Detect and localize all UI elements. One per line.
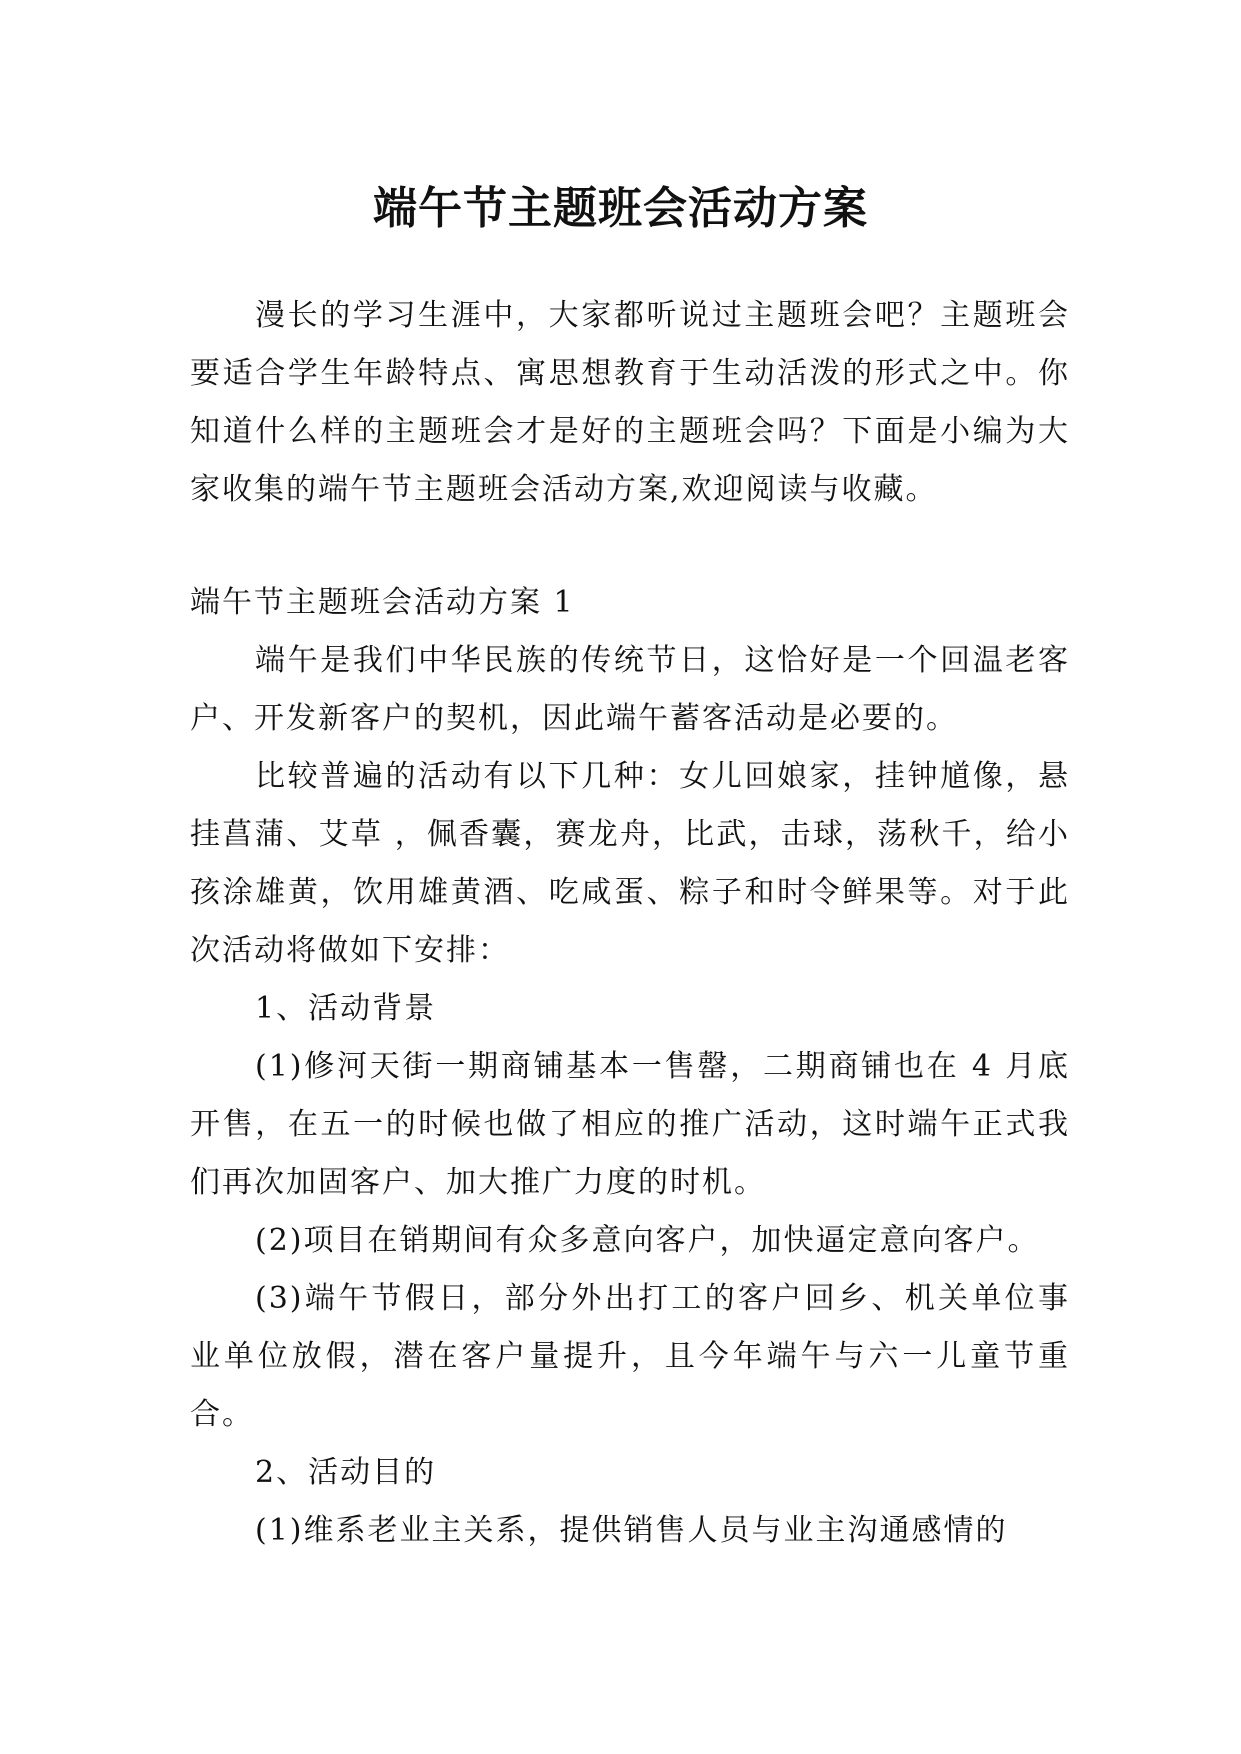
body-paragraph: (1)修河天街一期商铺基本一售罄，二期商铺也在 4 月底开售，在五一的时候也做了相应的推广活动，这时端午正式我们再次加固客户、加大推广力度的时机。 [190,1049,1070,1200]
body-paragraph: (1)维系老业主关系，提供销售人员与业主沟通感情的 [255,1513,1008,1548]
intro-block [190,287,1070,519]
body-paragraph: (3)端午节假日，部分外出打工的客户回乡、机关单位事业单位放假，潜在客户量提升，且今年端午与六一儿童节重合。 [190,1281,1070,1432]
section-heading: 端午节主题班会活动方案 1 [190,585,575,620]
document-title: 端午节主题班会活动方案 [373,183,868,235]
body-paragraph: (2)项目在销期间有众多意向客户，加快逼定意向客户。 [255,1223,1040,1258]
body-paragraph: 端午是我们中华民族的传统节日，这恰好是一个回温老客户、开发新客户的契机，因此端午蓄客活动是必要的。 [190,643,1070,736]
body-paragraph: 比较普遍的活动有以下几种：女儿回娘家，挂钟馗像，悬挂菖蒲、艾草 ，佩香囊，赛龙舟，比武，击球，荡秋千，给小孩涂雄黄，饮用雄黄酒、吃咸蛋、粽子和时令鲜果等。对于此次活动将做如下安排： [190,759,1070,968]
section-block [190,574,1070,1560]
subheading-purpose: 2、活动目的 [255,1455,437,1490]
subheading-background: 1、活动背景 [255,991,437,1026]
intro-paragraph: 漫长的学习生涯中，大家都听说过主题班会吧？主题班会要适合学生年龄特点、寓思想教育于生动活泼的形式之中。你知道什么样的主题班会才是好的主题班会吗？下面是小编为大家收集的端午节主题班会活动方案,欢迎阅读与收藏。 [190,298,1070,507]
